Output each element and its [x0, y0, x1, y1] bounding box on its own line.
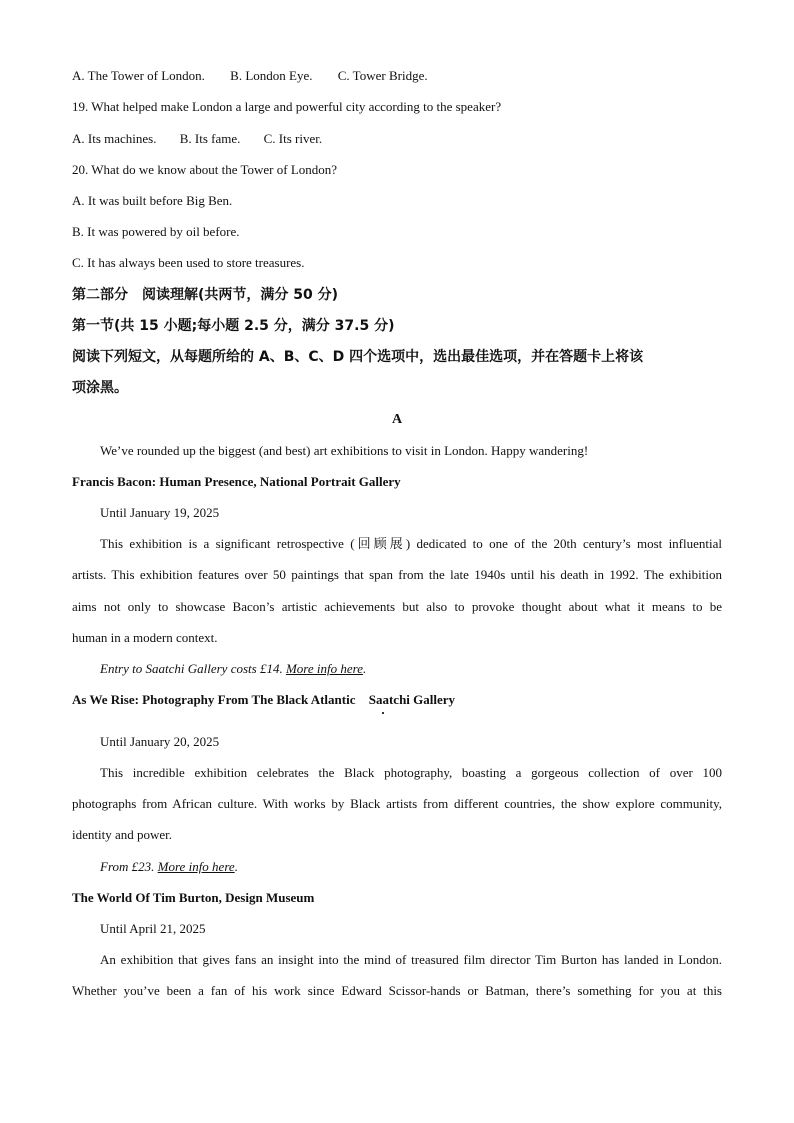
exhibition-1-price: Entry to Saatchi Gallery costs £14.	[100, 661, 283, 676]
exhibition-2-link-period: .	[234, 859, 238, 874]
exhibition-1-title: Francis Bacon: Human Presence, National Portrait Gallery	[72, 474, 401, 489]
instruction-line-1: 阅读下列短文，从每题所给的 A、B、C、D 四个选项中，选出最佳选项，并在答题卡上将该	[72, 349, 644, 365]
exhibition-1-body-line-3: aims not only to showcase Bacon’s artistic achievements but also to provoke thought about what it means to be	[72, 599, 722, 614]
exhibition-2-title-main: As We Rise: Photography From The Black Atlantic	[72, 692, 356, 707]
q18-option-a: A. The Tower of London.	[72, 68, 205, 83]
q20-option-c: C. It has always been used to store treasures.	[72, 255, 305, 270]
q19-option-a: A. Its machines.	[72, 131, 157, 146]
q19-option-c: C. Its river.	[263, 131, 323, 146]
exhibition-2-title	[72, 691, 722, 709]
q20-option-b: B. It was powered by oil before.	[72, 224, 240, 239]
exhibition-1-body-line-1: This exhibition is a significant retrospective (回顾展) dedicated to one of the 20th century’s most influential	[100, 536, 722, 551]
passage-intro: We’ve rounded up the biggest (and best) art exhibitions to visit in London. Happy wandering!	[100, 443, 589, 458]
stray-dot-mark	[382, 712, 384, 714]
exhibition-3-body-line-2: Whether you’ve been a fan of his work since Edward Scissor-hands or Batman, there’s something for you at this	[72, 983, 722, 998]
exhibition-2-more-info-link[interactable]: More info here	[157, 859, 235, 874]
exhibition-2-body-line-2: photographs from African culture. With works by Black artists from different countries, the show explore community,	[72, 796, 722, 811]
exhibition-1-date: Until January 19, 2025	[100, 505, 220, 520]
q19-question: 19. What helped make London a large and powerful city according to the speaker?	[72, 99, 502, 114]
exhibition-1-body-line-2: artists. This exhibition features over 50 paintings that span from the late 1940s until his death in 1992. The exhibition	[72, 567, 722, 582]
exhibition-2-body-line-1: This incredible exhibition celebrates the Black photography, boasting a gorgeous collection of over 100	[100, 765, 722, 780]
exhibition-2-price: From £23.	[100, 859, 155, 874]
exhibition-1-link-period: .	[362, 661, 367, 676]
passage-label: A	[391, 412, 403, 427]
exhibition-3-title: The World Of Tim Burton, Design Museum	[72, 890, 315, 905]
exhibition-3-date: Until April 21, 2025	[100, 921, 206, 936]
exhibition-2-body-line-3: identity and power.	[72, 827, 173, 842]
section-sub1-heading: 第一节(共 15 小题;每小题 2.5 分，满分 37.5 分)	[72, 318, 395, 334]
exhibition-2-title-venue: Saatchi Gallery	[368, 692, 456, 707]
exhibition-1-body-line-4: human in a modern context.	[72, 630, 218, 645]
q18-option-c: C. Tower Bridge.	[337, 68, 428, 83]
exhibition-1-price-line	[72, 660, 722, 678]
exhibition-1-more-info-link[interactable]: More info here	[285, 661, 363, 676]
exhibition-3-body-line-1: An exhibition that gives fans an insight into the mind of treasured film director Tim Burton has landed in London.	[100, 952, 722, 967]
q20-option-a: A. It was built before Big Ben.	[72, 193, 233, 208]
q19-option-b: B. Its fame.	[179, 131, 241, 146]
instruction-line-2: 项涂黑。	[72, 380, 128, 396]
q19-options	[72, 130, 722, 148]
exhibition-2-date: Until January 20, 2025	[100, 734, 220, 749]
exhibition-2-price-line	[72, 858, 722, 876]
section-part2-heading: 第二部分 阅读理解(共两节，满分 50 分)	[72, 287, 339, 303]
q18-options	[72, 67, 722, 85]
q20-question: 20. What do we know about the Tower of London?	[72, 162, 338, 177]
q18-option-b: B. London Eye.	[230, 68, 313, 83]
